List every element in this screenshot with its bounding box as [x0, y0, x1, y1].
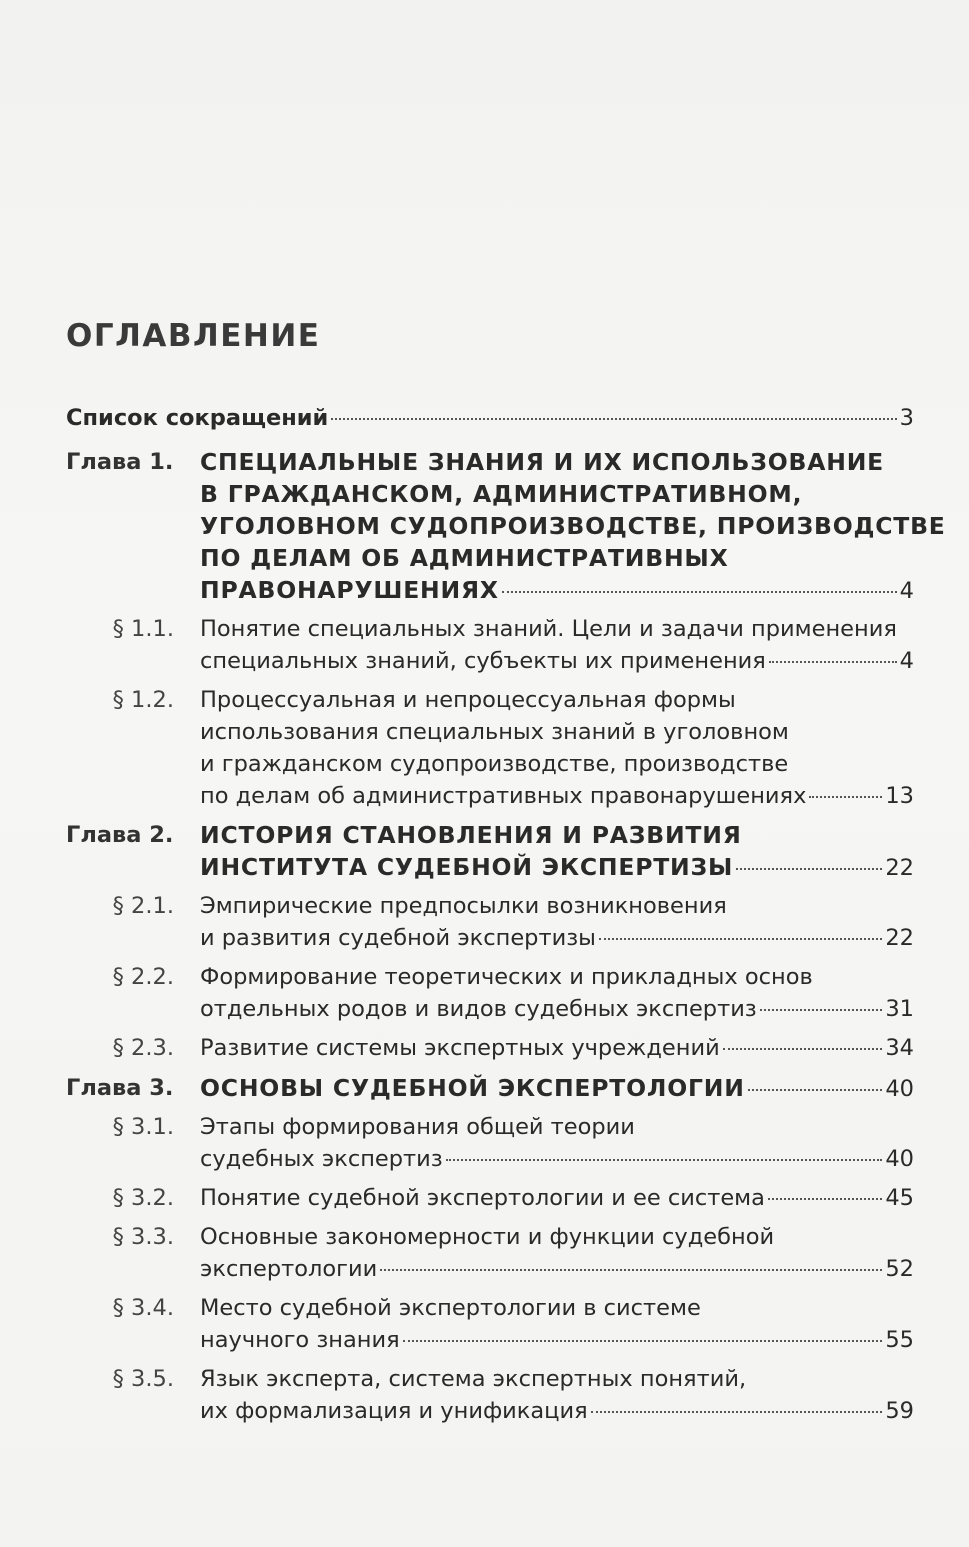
- page-number: 45: [885, 1185, 914, 1211]
- toc-entry-section-2-2[interactable]: [66, 961, 914, 1025]
- section-label: § 3.1.: [112, 1114, 174, 1140]
- page-number: 52: [885, 1256, 914, 1282]
- page-number: 55: [885, 1327, 914, 1353]
- dot-leader: [760, 1009, 883, 1011]
- toc-entry-section-3-5[interactable]: [66, 1363, 914, 1427]
- entry-title-line: Процессуальная и непроцессуальная формы: [200, 687, 736, 713]
- dot-leader: [769, 661, 897, 663]
- dot-leader: [723, 1048, 883, 1050]
- entry-title-line: Место судебной экспертологии в системе: [200, 1295, 701, 1321]
- dot-leader: [502, 591, 897, 593]
- toc-entry-section-3-1[interactable]: [66, 1111, 914, 1175]
- toc-entry-chapter-1[interactable]: [66, 446, 946, 607]
- dot-leader: [331, 418, 896, 420]
- entry-title-line: судебных экспертиз: [200, 1146, 443, 1172]
- page-number: 31: [885, 996, 914, 1022]
- section-label: § 1.2.: [112, 687, 174, 713]
- dot-leader: [809, 796, 882, 798]
- entry-title-line: ПО ДЕЛАМ ОБ АДМИНИСТРАТИВНЫХ: [200, 544, 729, 572]
- toc-entry-chapter-2[interactable]: [66, 819, 914, 884]
- entry-title-line: их формализация и унификация: [200, 1398, 588, 1424]
- page-number: 40: [885, 1076, 914, 1102]
- section-label: § 2.2.: [112, 964, 174, 990]
- toc-entry-section-2-3[interactable]: [66, 1032, 914, 1064]
- entry-title-line: по делам об административных правонарушениях: [200, 783, 807, 809]
- entry-title-line: Этапы формирования общей теории: [200, 1114, 635, 1140]
- page-number: 59: [885, 1398, 914, 1424]
- page-number: 3: [899, 405, 914, 431]
- entry-title-line: Понятие специальных знаний. Цели и задачи применения: [200, 616, 897, 642]
- dot-leader: [591, 1411, 883, 1413]
- dot-leader: [748, 1089, 883, 1091]
- page-number: 4: [899, 648, 914, 674]
- entry-title-line: УГОЛОВНОМ СУДОПРОИЗВОДСТВЕ, ПРОИЗВОДСТВЕ: [200, 512, 946, 540]
- dot-leader: [446, 1159, 883, 1161]
- section-label: § 3.3.: [112, 1224, 174, 1250]
- dot-leader: [768, 1198, 882, 1200]
- dot-leader: [403, 1340, 883, 1342]
- toc-entry-abbreviations[interactable]: [66, 402, 914, 434]
- entry-title-line: ИНСТИТУТА СУДЕБНОЙ ЭКСПЕРТИЗЫ: [200, 853, 734, 881]
- toc-entry-section-3-4[interactable]: [66, 1292, 914, 1356]
- table-of-contents: [66, 402, 946, 1427]
- section-label: § 3.2.: [112, 1185, 174, 1211]
- entry-title-line: Эмпирические предпосылки возникновения: [200, 893, 727, 919]
- entry-title-line: ОСНОВЫ СУДЕБНОЙ ЭКСПЕРТОЛОГИИ: [200, 1074, 745, 1102]
- entry-title-line: Понятие судебной экспертологии и ее система: [200, 1185, 765, 1211]
- chapter-label: Глава 3.: [66, 1075, 174, 1101]
- entry-title-line: отдельных родов и видов судебных экспертиз: [200, 996, 757, 1022]
- dot-leader: [599, 938, 882, 940]
- section-label: § 2.1.: [112, 893, 174, 919]
- section-label: § 2.3.: [112, 1035, 174, 1061]
- entry-title-line: научного знания: [200, 1327, 400, 1353]
- entry-title-line: В ГРАЖДАНСКОМ, АДМИНИСТРАТИВНОМ,: [200, 480, 803, 508]
- entry-title-line: Формирование теоретических и прикладных основ: [200, 964, 813, 990]
- page-number: 22: [885, 855, 914, 881]
- toc-entry-chapter-3[interactable]: [66, 1072, 914, 1105]
- page-number: 34: [885, 1035, 914, 1061]
- toc-entry-section-1-1[interactable]: [66, 613, 914, 677]
- entry-title-line: и гражданском судопроизводстве, производстве: [200, 751, 789, 777]
- toc-entry-title: Список сокращений: [66, 405, 329, 431]
- toc-entry-section-1-2[interactable]: [66, 684, 914, 812]
- section-label: § 1.1.: [112, 616, 174, 642]
- toc-entry-section-2-1[interactable]: [66, 890, 914, 954]
- section-label: § 3.5.: [112, 1366, 174, 1392]
- entry-title-line: экспертологии: [200, 1256, 378, 1282]
- section-label: § 3.4.: [112, 1295, 174, 1321]
- entry-title-line: и развития судебной экспертизы: [200, 925, 596, 951]
- toc-entry-section-3-2[interactable]: [66, 1182, 914, 1214]
- page-number: 13: [885, 783, 914, 809]
- dot-leader: [380, 1269, 882, 1271]
- entry-title-line: Язык эксперта, система экспертных понятий,: [200, 1366, 747, 1392]
- dot-leader: [736, 868, 882, 870]
- entry-title-line: Основные закономерности и функции судебной: [200, 1224, 775, 1250]
- page-number: 22: [885, 925, 914, 951]
- toc-entry-section-3-3[interactable]: [66, 1221, 914, 1285]
- entry-title-line: ПРАВОНАРУШЕНИЯХ: [200, 576, 499, 604]
- entry-title-line: использования специальных знаний в уголовном: [200, 719, 789, 745]
- chapter-label: Глава 1.: [66, 449, 174, 475]
- entry-title-line: ИСТОРИЯ СТАНОВЛЕНИЯ И РАЗВИТИЯ: [200, 821, 742, 849]
- page-number: 4: [899, 578, 914, 604]
- chapter-label: Глава 2.: [66, 822, 174, 848]
- entry-title-line: специальных знаний, субъекты их применения: [200, 648, 766, 674]
- page-number: 40: [885, 1146, 914, 1172]
- page-title: ОГЛАВЛЕНИЕ: [66, 318, 321, 354]
- entry-title-line: Развитие системы экспертных учреждений: [200, 1035, 720, 1061]
- entry-title-line: СПЕЦИАЛЬНЫЕ ЗНАНИЯ И ИХ ИСПОЛЬЗОВАНИЕ: [200, 448, 885, 476]
